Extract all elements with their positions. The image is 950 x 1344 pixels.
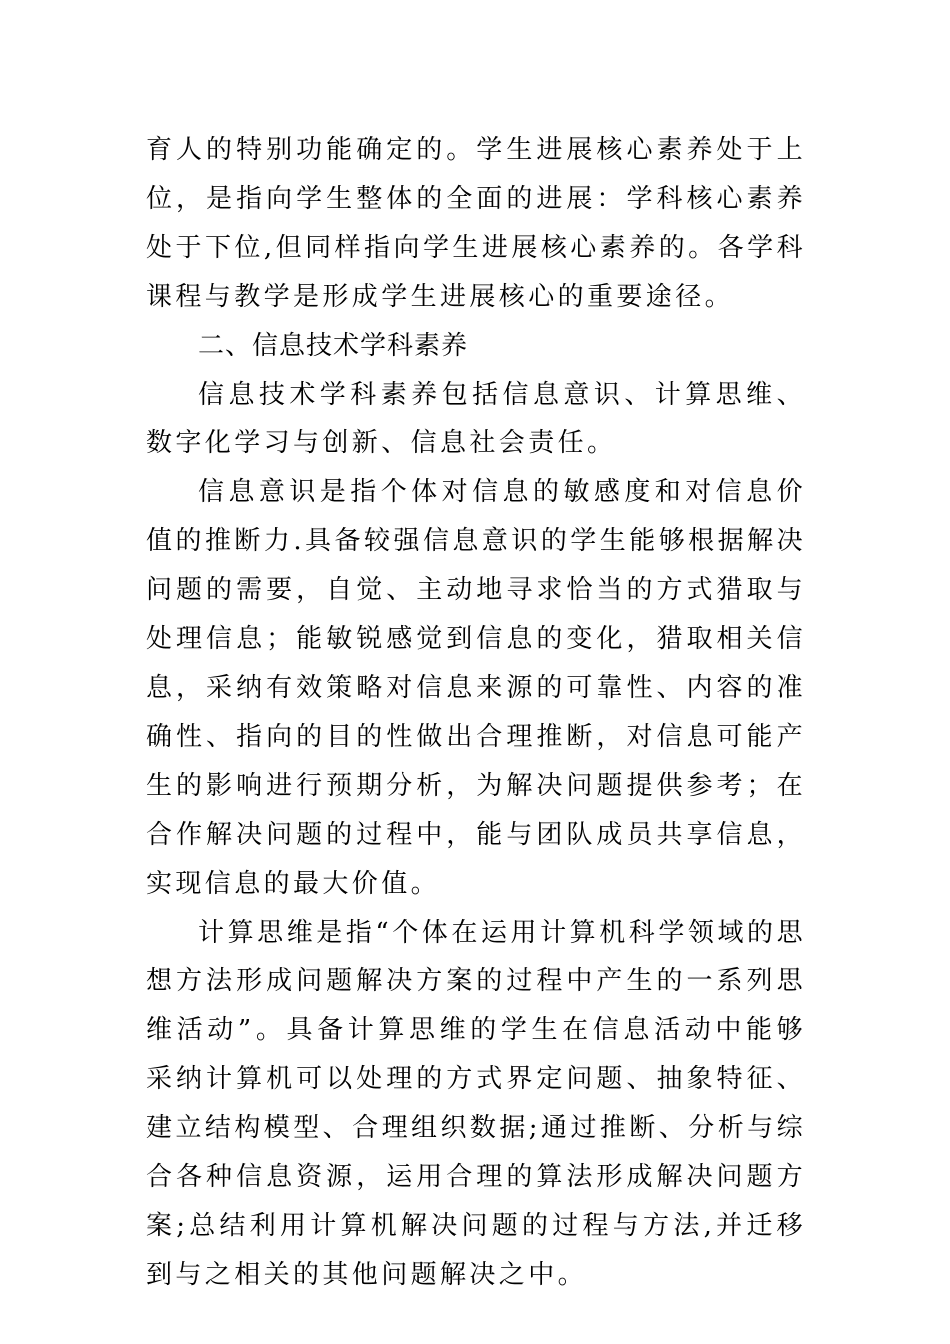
document-page: [146, 126, 806, 1300]
section-heading: 二、信息技术学科素养: [198, 330, 469, 361]
paragraph-information-awareness: 信息意识是指个体对信息的敏感度和对信息价值的推断力.具备较强信息意识的学生能够根据解决问题的需要，自觉、主动地寻求恰当的方式猎取与处理信息；能敏锐感觉到信息的变化，猎取相关信息，采纳有效策略对信息来源的可靠性、内容的准确性、指向的目的性做出合理推断，对信息可能产生的影响进行预期分析，为解决问题提供参考；在合作解决问题的过程中，能与团队成员共享信息，实现信息的最大价值。: [146, 477, 806, 899]
paragraph-intro-continuation: 育人的特别功能确定的。学生进展核心素养处于上位，是指向学生整体的全面的进展：学科核心素养处于下位,但同样指向学生进展核心素养的。各学科课程与教学是形成学生进展核心的重要途径。: [146, 135, 806, 312]
paragraph-literacy-overview: 信息技术学科素养包括信息意识、计算思维、数字化学习与创新、信息社会责任。: [146, 379, 806, 459]
paragraph-computational-thinking: 计算思维是指“个体在运用计算机科学领域的思想方法形成问题解决方案的过程中产生的一系列思维活动”。具备计算思维的学生在信息活动中能够采纳计算机可以处理的方式界定问题、抽象特征、建立结构模型、合理组织数据;通过推断、分析与综合各种信息资源，运用合理的算法形成解决问题方案;总结利用计算机解决问题的过程与方法,并迁移到与之相关的其他问题解决之中。: [146, 917, 806, 1290]
